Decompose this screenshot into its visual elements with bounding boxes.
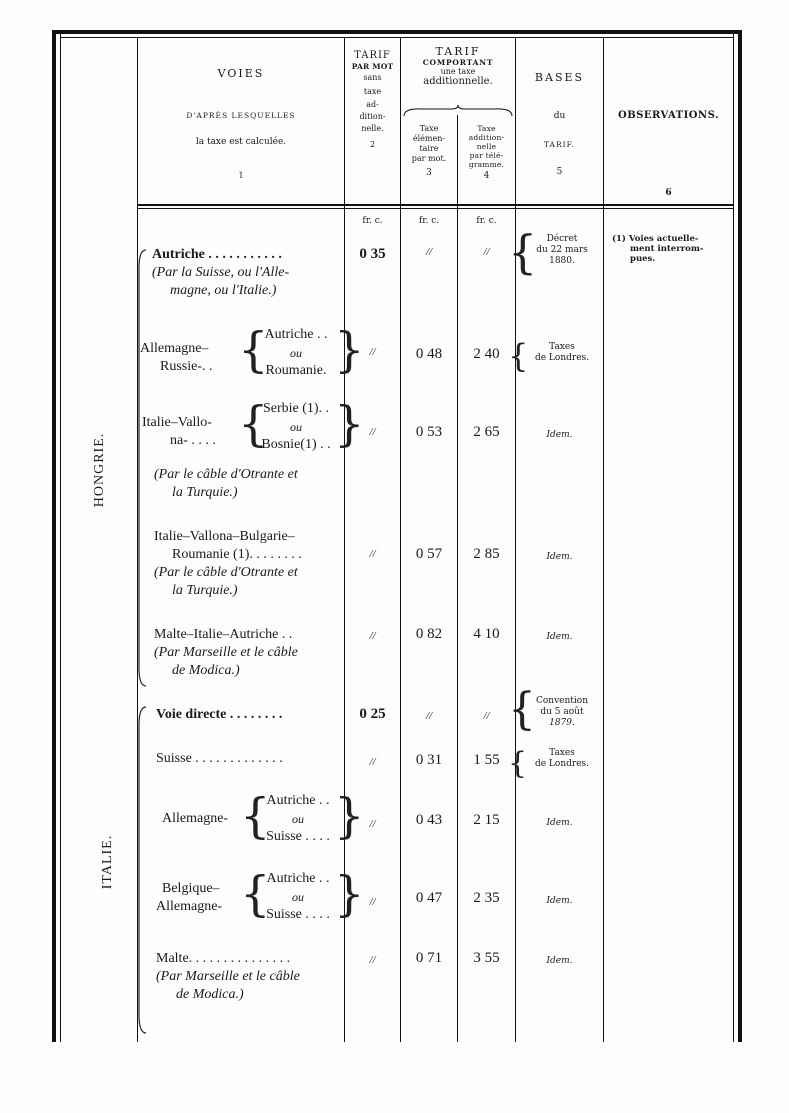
frame-right-outer [738, 30, 742, 1042]
header-apres: D'APRÈS LESQUELLES [186, 111, 296, 120]
row-8-opts [258, 870, 338, 924]
row-3-c4: 2 85 [473, 546, 500, 562]
row-6-voie: Suisse . . . . . . . . . . . . . [156, 751, 283, 766]
row-0-base1: Décret [546, 234, 578, 244]
row-4-note: (Par Marseille et le câble [154, 645, 298, 660]
row-2-base1: Idem. [546, 430, 573, 440]
row-0-base [522, 234, 602, 267]
row-7-c4: 2 15 [473, 812, 500, 828]
row-9-base1: Idem. [546, 956, 573, 966]
row-2-c3: 0 53 [415, 424, 443, 440]
row-5-base1: Convention [535, 696, 589, 706]
row-6-base [522, 748, 602, 770]
row-5-c3: // [425, 710, 433, 722]
header-col2 [345, 50, 400, 150]
col-sep-4 [515, 37, 516, 1042]
row-1-opt2: ou [290, 346, 302, 360]
row-0-brace: { [508, 225, 538, 279]
row-6-base2: de Londres. [534, 759, 589, 769]
row-8-c2: // [369, 896, 376, 908]
row-3-voie: Italie–Vallona–Bulgarie– [154, 529, 295, 544]
row-4-voie: Malte–Italie–Autriche . . [154, 627, 293, 642]
row-0-obs [612, 234, 732, 264]
row-3-voie2: Roumanie (1). . . . . . . . [172, 547, 302, 562]
header-col3-l4: par mot. [411, 154, 447, 163]
header-col6 [604, 110, 733, 198]
row-2-opt1: Serbie (1). . [262, 401, 330, 416]
row-0-c2: 0 35 [359, 246, 386, 262]
row-5-base-brace: { [508, 684, 536, 735]
row-7-opts [258, 792, 338, 846]
header-num-5: 5 [556, 167, 563, 177]
row-0-note: (Par la Suisse, ou l'Alle- [152, 265, 290, 280]
header-col6-l1: OBSERVATIONS. [618, 110, 719, 121]
header-col34-title: TARIF [435, 45, 481, 58]
row-9-c2: // [369, 954, 376, 966]
row-3-note2: la Turquie.) [172, 583, 238, 598]
header-col3-l1: Taxe [419, 124, 439, 133]
header-col2-l4: ad- [366, 100, 379, 109]
row-7-opt2: ou [292, 812, 304, 826]
row-0-voie: Autriche . . . . . . . . . . . [152, 247, 282, 262]
row-1-base-brace: { [508, 337, 529, 375]
frame-right-inner [733, 30, 734, 1042]
header-col4-l4: par télé- [469, 151, 504, 160]
row-7-c2: // [369, 818, 376, 830]
row-5-base3: 1879. [549, 718, 575, 728]
row-2-c2: // [369, 426, 376, 438]
row-1-c3: 0 48 [415, 346, 443, 362]
row-6-base1: Taxes [549, 748, 575, 758]
row-8-base1: Idem. [546, 896, 573, 906]
row-0-obs1: (1) Voies actuelle- [612, 234, 699, 244]
header-col3 [401, 124, 457, 178]
row-0-base3: 1880. [549, 256, 575, 266]
header-col5-l2: du [553, 111, 566, 121]
row-0-obs2: ment interrom- [630, 244, 704, 254]
header-col4 [458, 124, 515, 181]
header-num-1: 1 [238, 171, 244, 180]
row-4-c3: 0 82 [415, 626, 443, 642]
frame-left-inner [60, 30, 61, 1042]
header-col34-l1: COMPORTANT [422, 58, 494, 67]
header-col4-l5: gramme. [468, 160, 505, 169]
row-2-brace-l: { [238, 396, 269, 452]
header-col34-brace [402, 104, 514, 118]
row-0-c4: // [483, 246, 490, 258]
header-col34-l3: additionnelle. [423, 76, 493, 87]
row-8-brace-r: } [334, 866, 365, 922]
header-col5 [516, 72, 603, 177]
row-1-base2: de Londres. [534, 353, 589, 363]
row-9-note: (Par Marseille et le câble [156, 969, 300, 984]
row-2-brace-r: } [334, 396, 365, 452]
country-hongrie: HONGRIE. [92, 432, 107, 508]
row-4-c2: // [369, 630, 376, 642]
row-6-c4: 1 55 [473, 752, 500, 768]
row-3-c2: // [369, 548, 376, 560]
header-num-2: 2 [369, 140, 376, 149]
header-col4-l3: nelle [476, 142, 497, 151]
row-9-note2: de Modica.) [176, 987, 244, 1002]
row-6-c2: // [369, 756, 376, 768]
country-italie: ITALIE. [100, 834, 115, 890]
row-2-note: (Par le câble d'Otrante et [154, 467, 298, 482]
row-8-opt3: Suisse . . . . [266, 907, 330, 922]
row-2-opt2: ou [290, 420, 302, 434]
row-7-brace-r: } [334, 788, 365, 844]
row-2-note2: la Turquie.) [172, 485, 238, 500]
header-taxe-calc: la taxe est calculée. [195, 137, 287, 147]
header-col2-l5: dition- [359, 112, 386, 121]
row-8-c3: 0 47 [415, 890, 443, 906]
unit-col2: fr. c. [362, 216, 383, 226]
header-col2-l3: taxe [363, 87, 382, 96]
row-0-c3: // [425, 246, 433, 258]
row-4-c4: 4 10 [473, 626, 500, 642]
row-9-c3: 0 71 [415, 950, 443, 966]
frame-top-inner [60, 37, 734, 38]
row-5-base2: du 5 août [540, 707, 584, 717]
header-num-6: 6 [665, 188, 672, 198]
unit-col3: fr. c. [418, 216, 440, 226]
row-1-voie: Allemagne– [140, 341, 209, 356]
row-3-base1: Idem. [546, 552, 573, 562]
row-5-c2: 0 25 [359, 706, 386, 722]
row-7-c3: 0 43 [415, 812, 443, 828]
row-0-note2: magne, ou l'Italie.) [170, 283, 277, 298]
header-col5-l1: BASES [534, 71, 585, 84]
row-8-brace-l: { [240, 866, 271, 922]
row-2-voie: Italie–Vallo- [142, 415, 212, 430]
header-col5-l3: TARIF. [543, 140, 576, 149]
row-1-opt3: Roumanie. [265, 363, 327, 378]
row-1-c4: 2 40 [473, 346, 500, 362]
row-3-c3: 0 57 [415, 546, 443, 562]
row-9-voie: Malte. . . . . . . . . . . . . . . [156, 951, 291, 966]
header-col1 [138, 68, 344, 182]
row-1-voie2: Russie-. . [160, 359, 213, 374]
header-bottom-rule-thin [138, 208, 734, 209]
row-6-c3: 0 31 [415, 752, 443, 768]
row-8-c4: 2 35 [473, 890, 500, 906]
row-9-c4: 3 55 [473, 950, 500, 966]
row-1-base [522, 342, 602, 364]
row-8-opt2: ou [292, 890, 304, 904]
row-1-c2: // [369, 346, 376, 358]
row-8-voie2: Allemagne- [156, 899, 223, 914]
header-col3-l2: élémen- [412, 134, 446, 143]
row-2-opt3: Bosnie(1) . . [261, 437, 331, 452]
group-bracket-italie [136, 705, 148, 1035]
row-1-base1: Taxes [549, 342, 575, 352]
row-6-base-brace: { [508, 746, 528, 781]
frame-left-outer [52, 30, 56, 1042]
header-col34 [401, 46, 515, 87]
header-voies: VOIES [217, 67, 265, 80]
row-2-voie2: na- . . . . [170, 433, 216, 448]
row-2-c4: 2 65 [473, 424, 500, 440]
row-8-opt1: Autriche . . [266, 871, 330, 886]
row-4-note2: de Modica.) [172, 663, 240, 678]
row-1-brace-r: } [334, 322, 365, 378]
unit-col4: fr. c. [476, 216, 497, 226]
header-num-4: 4 [483, 171, 490, 181]
header-col4-l1: Taxe [477, 124, 496, 133]
row-1-opt1: Autriche . . [264, 327, 328, 342]
row-0-base2: du 22 mars [536, 245, 588, 255]
row-3-note: (Par le câble d'Otrante et [154, 565, 298, 580]
row-2-opts [256, 400, 336, 454]
header-col4-l2: addition- [468, 133, 505, 142]
row-0-obs3: pues. [630, 254, 656, 264]
row-1-brace-l: { [238, 322, 269, 378]
header-num-3: 3 [426, 168, 432, 178]
row-7-opt1: Autriche . . [266, 793, 330, 808]
header-col2-l1: PAR MOT [351, 62, 394, 71]
row-4-base1: Idem. [546, 632, 573, 642]
header-bottom-rule [138, 204, 734, 206]
group-bracket-hongrie [136, 248, 148, 688]
row-5-base [522, 696, 602, 729]
row-7-voie: Allemagne- [162, 811, 229, 826]
row-5-voie: Voie directe . . . . . . . . [156, 707, 283, 722]
row-7-brace-l: { [240, 788, 271, 844]
header-col34-l2: une taxe [440, 67, 476, 76]
row-7-base1: Idem. [546, 818, 573, 828]
row-8-voie: Belgique– [162, 881, 220, 896]
header-col2-l6: nelle. [361, 124, 384, 133]
header-col2-title: TARIF [354, 50, 391, 61]
frame-top [52, 30, 742, 34]
row-5-c4: // [483, 710, 490, 722]
row-1-opts [256, 326, 336, 380]
header-col2-l2: sans [363, 73, 382, 82]
row-7-opt3: Suisse . . . . [266, 829, 330, 844]
header-col3-l3: taire [419, 144, 439, 153]
